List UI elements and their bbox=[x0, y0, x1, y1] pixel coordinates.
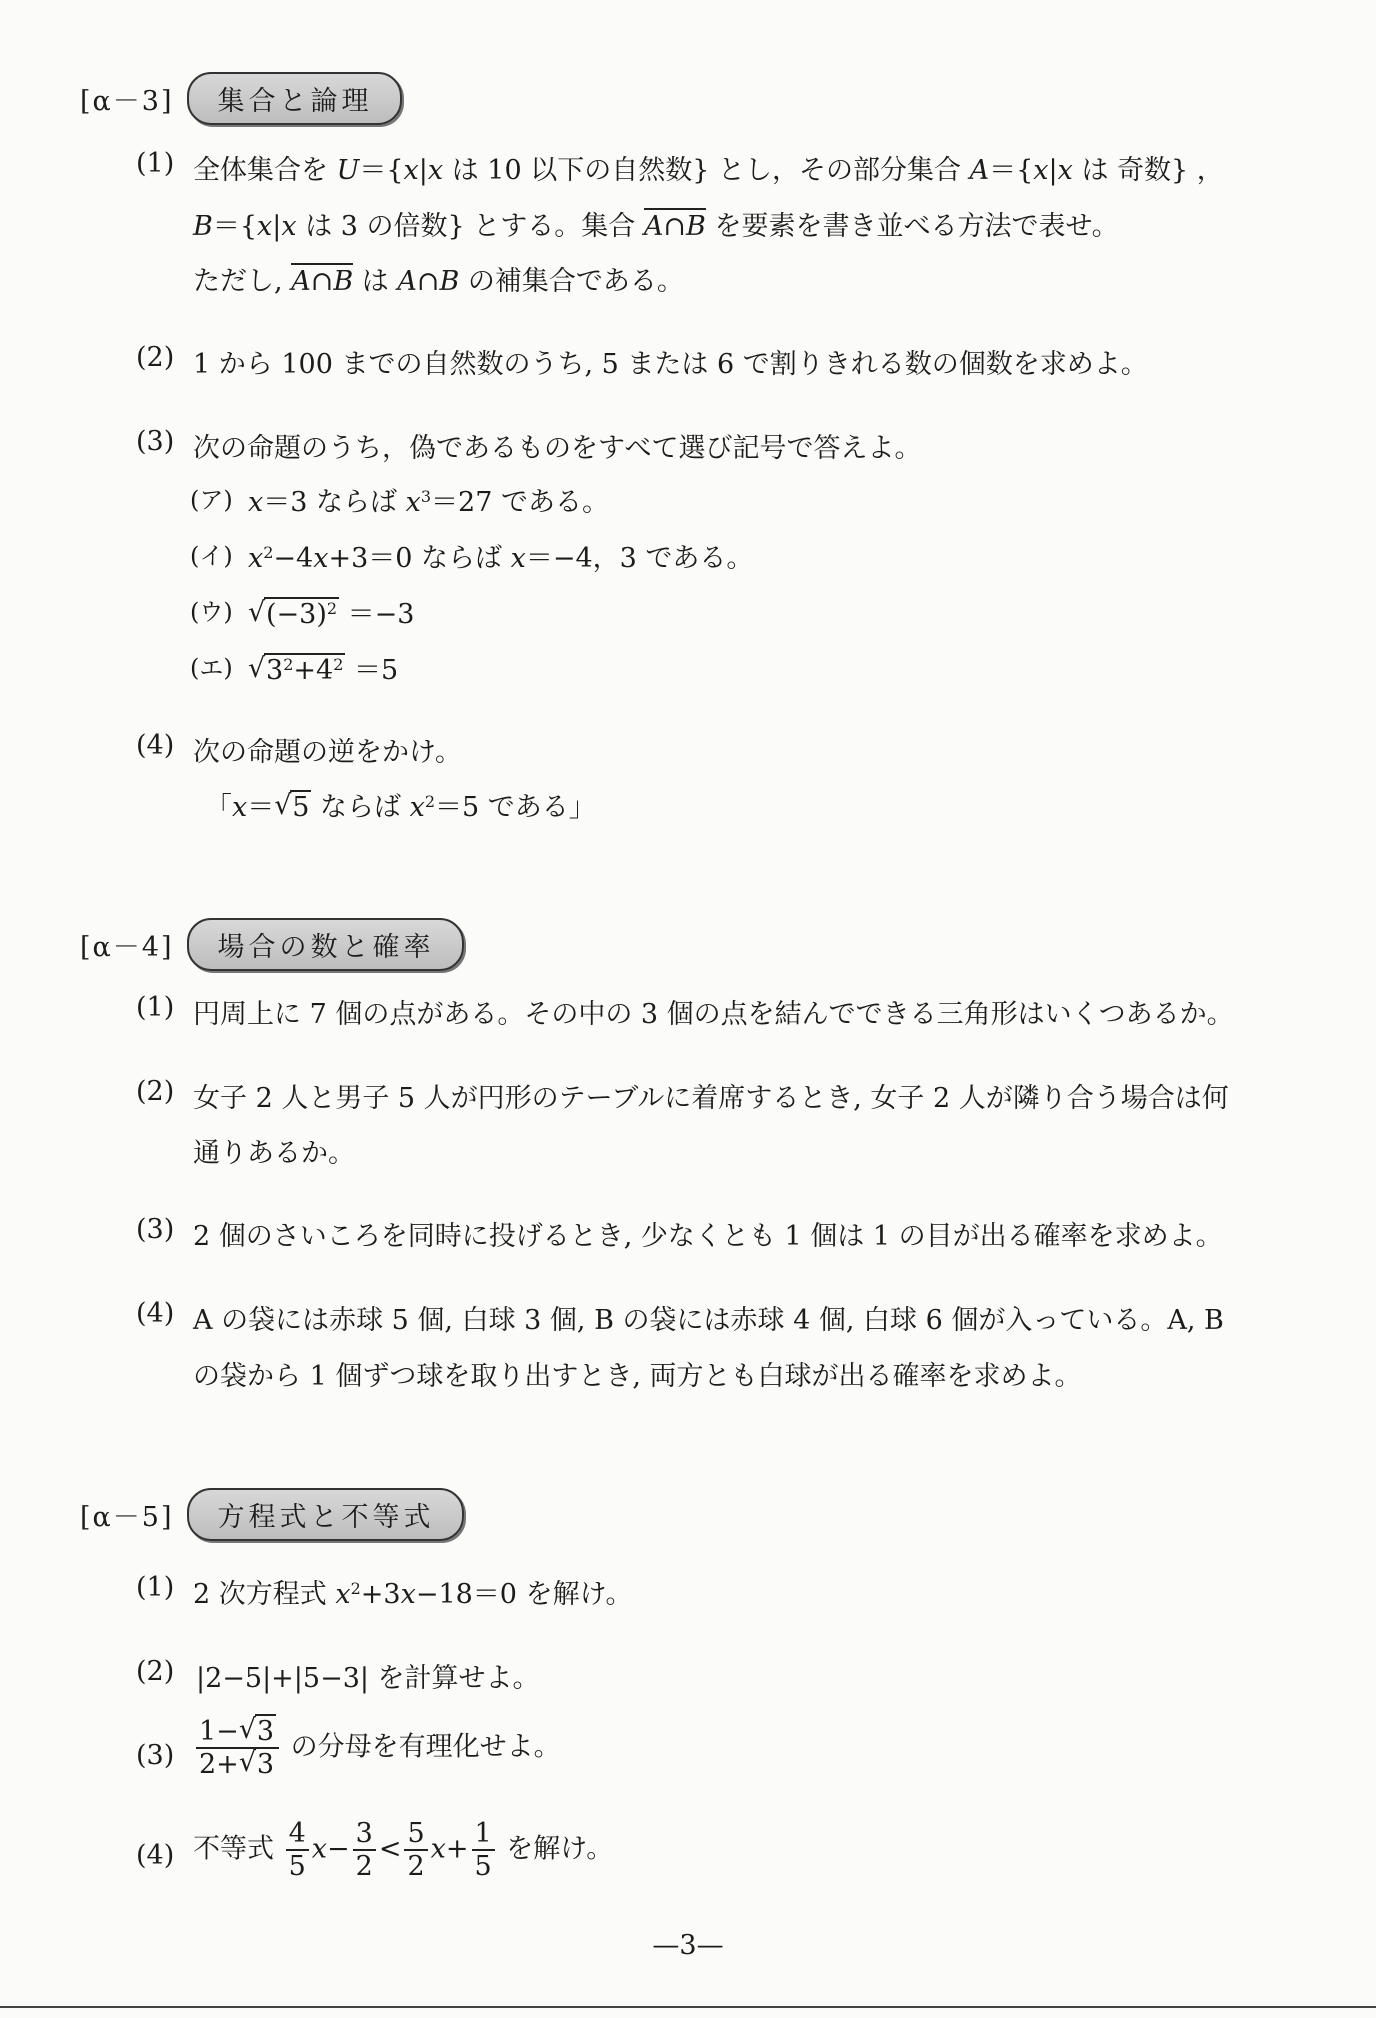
question-text: 女子 2 人と男子 5 人が円形のテーブルに着席するとき, 女子 2 人が隣り合う場合は何 bbox=[193, 1083, 1229, 1114]
question-number: (4) bbox=[136, 730, 175, 761]
choice-label: (イ) bbox=[190, 542, 233, 570]
sqrt-expression: √ $3^2+4^2$ bbox=[248, 655, 345, 686]
question-text: A の袋には赤球 5 個, 白球 3 個, B の袋には赤球 4 個, 白球 6 個が入っている。A, B bbox=[193, 1305, 1224, 1336]
question-number: (3) bbox=[136, 426, 175, 457]
question-text: 全体集合を U＝{x|x は 10 以下の自然数} とし，その部分集合 A＝{x|x は 奇数} ， bbox=[193, 155, 1224, 186]
fraction: $\frac{4}{5}$ bbox=[286, 1818, 309, 1882]
question-number: (4) bbox=[136, 1298, 175, 1329]
complement-expression: A∩B bbox=[644, 208, 706, 242]
question-text: $\frac{1-√ 3}{2+√ 3}$ の分母を有理化せよ。 bbox=[193, 1716, 561, 1780]
section-title-badge: 集合と論理 bbox=[187, 72, 402, 125]
question-text: ただし, A∩B は A∩B の補集合である。 bbox=[193, 259, 684, 298]
choice-text: x＝3 ならば $x^3=27$ である。 bbox=[248, 487, 609, 518]
section-id: [α－4] bbox=[80, 932, 174, 963]
question-text: 2 個のさいころを同時に投げるとき, 少なくとも 1 個は 1 の目が出る確率を求めよ。 bbox=[193, 1221, 1223, 1252]
question-number: (1) bbox=[136, 148, 175, 179]
section-id: [α－3] bbox=[80, 86, 174, 117]
section-id: [α－5] bbox=[80, 1502, 174, 1533]
section-header-a5 bbox=[80, 1488, 464, 1541]
question-number: (1) bbox=[136, 992, 175, 1023]
question-number: (3) bbox=[136, 1740, 175, 1771]
choice-text: $x^2-4x+3=0$ ならば x＝−4，3 である。 bbox=[248, 543, 754, 574]
section-title-badge: 方程式と不等式 bbox=[187, 1488, 464, 1541]
question-text: 通りあるか。 bbox=[193, 1138, 355, 1169]
question-text: 次の命題のうち，偽であるものをすべて選び記号で答えよ。 bbox=[193, 433, 922, 464]
complement-expression: A∩B bbox=[291, 263, 353, 297]
question-number: (4) bbox=[136, 1840, 175, 1871]
choice-label: (ウ) bbox=[190, 598, 233, 626]
fraction: $\frac{1-√ 3}{2+√ 3}$ bbox=[196, 1716, 279, 1780]
choice-text: √ $3^2+4^2 =5$ bbox=[248, 648, 398, 687]
question-text: 1 から 100 までの自然数のうち, 5 または 6 で割りきれる数の個数を求めよ。 bbox=[193, 349, 1148, 380]
question-text: の袋から 1 個ずつ球を取り出すとき, 両方とも白球が出る確率を求めよ。 bbox=[193, 1361, 1082, 1392]
question-number: (1) bbox=[136, 1572, 175, 1603]
question-number: (2) bbox=[136, 342, 175, 373]
sqrt-expression: √ $(-3)^2$ bbox=[248, 599, 339, 630]
sqrt-expression: √ 5 bbox=[274, 792, 311, 823]
section-header-a3 bbox=[80, 72, 402, 125]
choice-label: (ア) bbox=[190, 486, 233, 514]
question-number: (3) bbox=[136, 1214, 175, 1245]
question-number: (2) bbox=[136, 1656, 175, 1687]
question-text: 不等式 $\frac{4}{5}$ x− $\frac{3}{2}$ < $\frac{5}{2}$ x+ $\frac{1}{5}$ を解け。 bbox=[193, 1818, 614, 1883]
section-title-badge: 場合の数と確率 bbox=[187, 918, 464, 971]
bottom-rule bbox=[0, 2006, 1376, 2008]
proposition-text: 「x＝√ 5 ならば $x^2=5$ である」 bbox=[205, 785, 596, 824]
question-text: 2 次方程式 $x^2+3x-18=0$ を解け。 bbox=[193, 1579, 633, 1610]
question-text: 次の命題の逆をかけ。 bbox=[193, 737, 462, 768]
choice-text: √ $(-3)^2 =-3$ bbox=[248, 592, 414, 631]
page-number: —3— bbox=[652, 1930, 724, 1961]
choice-label: (エ) bbox=[190, 654, 233, 682]
fraction: $\frac{3}{2}$ bbox=[353, 1818, 376, 1882]
section-header-a4 bbox=[80, 918, 464, 971]
fraction: $\frac{1}{5}$ bbox=[472, 1818, 495, 1882]
question-number: (2) bbox=[136, 1076, 175, 1107]
question-text: B＝{x|x は 3 の倍数} とする。集合 A∩B を要素を書き並べる方法で表せ。 bbox=[193, 204, 1119, 243]
question-text: |2−5|+|5−3| を計算せよ。 bbox=[196, 1663, 540, 1694]
question-text: 円周上に 7 個の点がある。その中の 3 個の点を結んでできる三角形はいくつあるか。 bbox=[193, 999, 1234, 1030]
fraction: $\frac{5}{2}$ bbox=[404, 1818, 427, 1882]
